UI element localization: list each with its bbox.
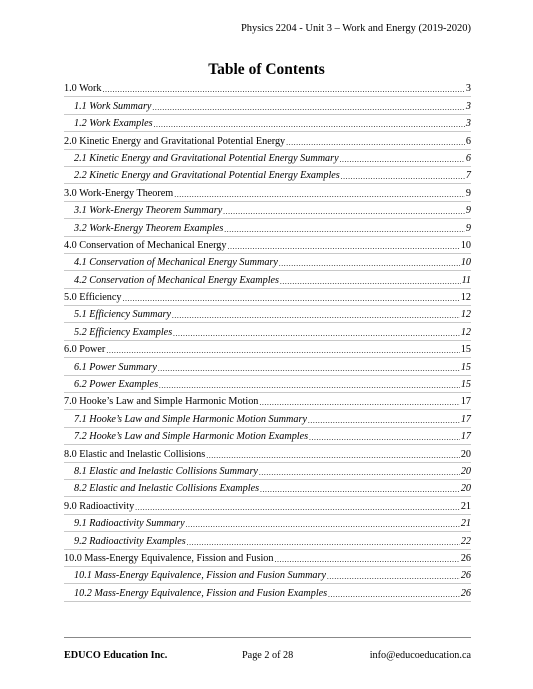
toc-entry-label: 6.1 Power Summary <box>74 361 157 373</box>
toc-subentry[interactable] <box>64 515 471 532</box>
toc-leader-dots <box>106 346 460 355</box>
toc-entry[interactable] <box>64 80 471 97</box>
toc-leader-dots <box>309 433 460 442</box>
toc-subentry[interactable] <box>64 567 471 584</box>
toc-subentry[interactable] <box>64 358 471 375</box>
toc-leader-dots <box>340 155 465 164</box>
toc-leader-dots <box>135 503 460 512</box>
toc-subentry[interactable] <box>64 428 471 445</box>
toc-entry-label: 5.1 Efficiency Summary <box>74 309 172 321</box>
toc-entry-label: 9.2 Radioactivity Examples <box>74 535 186 547</box>
toc-entry[interactable] <box>64 184 471 201</box>
toc-entry-label: 9.1 Radioactivity Summary <box>74 518 185 530</box>
toc-subentry[interactable] <box>64 150 471 167</box>
toc-entry-label: 1.0 Work <box>64 83 102 95</box>
toc-subentry[interactable] <box>64 532 471 549</box>
toc-subentry[interactable] <box>64 97 471 114</box>
toc-page-number: 9 <box>465 187 471 199</box>
toc-leader-dots <box>259 468 460 477</box>
toc-page-number: 17 <box>460 413 471 425</box>
toc-page-number: 15 <box>460 344 471 356</box>
toc-leader-dots <box>260 485 460 494</box>
toc-entry[interactable] <box>64 445 471 462</box>
toc-entry-label: 5.2 Efficiency Examples <box>74 326 173 338</box>
toc-leader-dots <box>173 329 460 338</box>
toc-page-number: 11 <box>461 274 471 286</box>
toc-entry-label: 10.0 Mass-Energy Equivalence, Fission and Fusion <box>64 552 274 564</box>
toc-leader-dots <box>206 451 460 460</box>
toc-entry-label: 4.2 Conservation of Mechanical Energy Examples <box>74 274 280 286</box>
page-header: Physics 2204 - Unit 3 – Work and Energy (2019-2020) <box>240 23 471 34</box>
toc-page-number: 12 <box>460 309 471 321</box>
toc-entry-label: 8.0 Elastic and Inelastic Collisions <box>64 448 206 460</box>
toc-entry-label: 7.2 Hooke’s Law and Simple Harmonic Motion Examples <box>74 431 309 443</box>
toc-subentry[interactable] <box>64 271 471 288</box>
toc-entry[interactable] <box>64 497 471 514</box>
toc-subentry[interactable] <box>64 167 471 184</box>
toc-entry-label: 10.1 Mass-Energy Equivalence, Fission and Fusion Summary <box>74 570 327 582</box>
toc-leader-dots <box>327 572 460 581</box>
toc-subentry[interactable] <box>64 584 471 601</box>
toc-leader-dots <box>158 364 460 373</box>
toc-page-number: 20 <box>460 448 471 460</box>
toc-entry[interactable] <box>64 393 471 410</box>
toc-page-number: 21 <box>460 500 471 512</box>
toc-entry-label: 4.1 Conservation of Mechanical Energy Summary <box>74 257 278 269</box>
toc-entry-label: 2.1 Kinetic Energy and Gravitational Potential Energy Summary <box>74 152 339 164</box>
toc-leader-dots <box>123 294 460 303</box>
toc-entry-label: 5.0 Efficiency <box>64 292 122 304</box>
toc-leader-dots <box>286 138 465 147</box>
toc-leader-dots <box>172 311 460 320</box>
toc-entry[interactable] <box>64 341 471 358</box>
toc-page-number: 20 <box>460 483 471 495</box>
toc-page-number: 20 <box>460 465 471 477</box>
toc-leader-dots <box>154 120 465 129</box>
toc-page-number: 17 <box>460 396 471 408</box>
toc-entry[interactable] <box>64 289 471 306</box>
toc-subentry[interactable] <box>64 410 471 427</box>
toc-page-number: 10 <box>460 239 471 251</box>
toc-page-number: 10 <box>460 257 471 269</box>
toc-leader-dots <box>227 242 459 251</box>
toc-subentry[interactable] <box>64 480 471 497</box>
toc-page-number: 17 <box>460 431 471 443</box>
toc-leader-dots <box>308 416 460 425</box>
toc-leader-dots <box>280 277 461 286</box>
toc-page-number: 6 <box>465 152 471 164</box>
toc-entry[interactable] <box>64 237 471 254</box>
toc-page-number: 12 <box>460 292 471 304</box>
toc-leader-dots <box>275 555 460 564</box>
toc-entry-label: 7.1 Hooke’s Law and Simple Harmonic Motion Summary <box>74 413 307 425</box>
toc-subentry[interactable] <box>64 463 471 480</box>
toc-page-number: 9 <box>465 222 471 234</box>
toc-entry[interactable] <box>64 132 471 149</box>
toc-leader-dots <box>186 520 460 529</box>
toc-page-number: 22 <box>460 535 471 547</box>
toc-page-number: 21 <box>460 518 471 530</box>
toc-page-number: 26 <box>460 587 471 599</box>
toc-page-number: 12 <box>460 326 471 338</box>
toc-page-number: 15 <box>460 361 471 373</box>
toc-page-number: 26 <box>460 552 471 564</box>
toc-page-number: 3 <box>465 83 471 95</box>
footer-company: EDUCO Education Inc. <box>64 650 168 661</box>
toc-entry-label: 2.0 Kinetic Energy and Gravitational Potential Energy <box>64 135 286 147</box>
page-title: Table of Contents <box>208 61 325 78</box>
toc-subentry[interactable] <box>64 306 471 323</box>
toc-leader-dots <box>102 85 464 94</box>
toc-subentry[interactable] <box>64 254 471 271</box>
toc-entry-label: 6.2 Power Examples <box>74 379 159 391</box>
toc-page-number: 15 <box>460 379 471 391</box>
footer-page-number: Page 2 of 28 <box>242 650 294 661</box>
toc-subentry[interactable] <box>64 219 471 236</box>
footer-email[interactable]: info@educoeducation.ca <box>369 650 471 661</box>
footer-divider <box>64 637 471 638</box>
toc-leader-dots <box>187 538 460 547</box>
toc-leader-dots <box>259 398 459 407</box>
toc-subentry[interactable] <box>64 376 471 393</box>
toc-subentry[interactable] <box>64 115 471 132</box>
toc-leader-dots <box>159 381 460 390</box>
toc-entry-label: 9.0 Radioactivity <box>64 500 135 512</box>
toc-entry-label: 1.2 Work Examples <box>74 118 153 130</box>
toc-leader-dots <box>341 172 465 181</box>
toc-leader-dots <box>279 259 460 268</box>
toc-leader-dots <box>223 207 465 216</box>
toc-page-number: 3 <box>465 100 471 112</box>
toc-page-number: 26 <box>460 570 471 582</box>
toc-subentry[interactable] <box>64 323 471 340</box>
toc-subentry[interactable] <box>64 202 471 219</box>
toc-entry[interactable] <box>64 550 471 567</box>
toc-entry-label: 3.2 Work-Energy Theorem Examples <box>74 222 224 234</box>
toc-entry-label: 10.2 Mass-Energy Equivalence, Fission and Fusion Examples <box>74 587 328 599</box>
toc-entry-label: 3.1 Work-Energy Theorem Summary <box>74 205 223 217</box>
toc-page-number: 6 <box>465 135 471 147</box>
toc-entry-label: 6.0 Power <box>64 344 106 356</box>
toc-entry-label: 8.2 Elastic and Inelastic Collisions Examples <box>74 483 260 495</box>
toc-leader-dots <box>174 190 465 199</box>
toc-leader-dots <box>152 103 464 112</box>
toc-page-number: 3 <box>465 118 471 130</box>
toc-entry-label: 2.2 Kinetic Energy and Gravitational Potential Energy Examples <box>74 170 340 182</box>
toc-entry-label: 3.0 Work-Energy Theorem <box>64 187 174 199</box>
toc-leader-dots <box>224 225 465 234</box>
toc-leader-dots <box>328 590 460 599</box>
toc-entry-label: 7.0 Hooke’s Law and Simple Harmonic Motion <box>64 396 259 408</box>
toc-page-number: 9 <box>465 205 471 217</box>
toc-entry-label: 8.1 Elastic and Inelastic Collisions Summary <box>74 465 258 477</box>
toc-entry-label: 1.1 Work Summary <box>74 100 152 112</box>
toc-entry-label: 4.0 Conservation of Mechanical Energy <box>64 239 227 251</box>
toc-page-number: 7 <box>465 170 471 182</box>
table-of-contents <box>64 80 471 602</box>
